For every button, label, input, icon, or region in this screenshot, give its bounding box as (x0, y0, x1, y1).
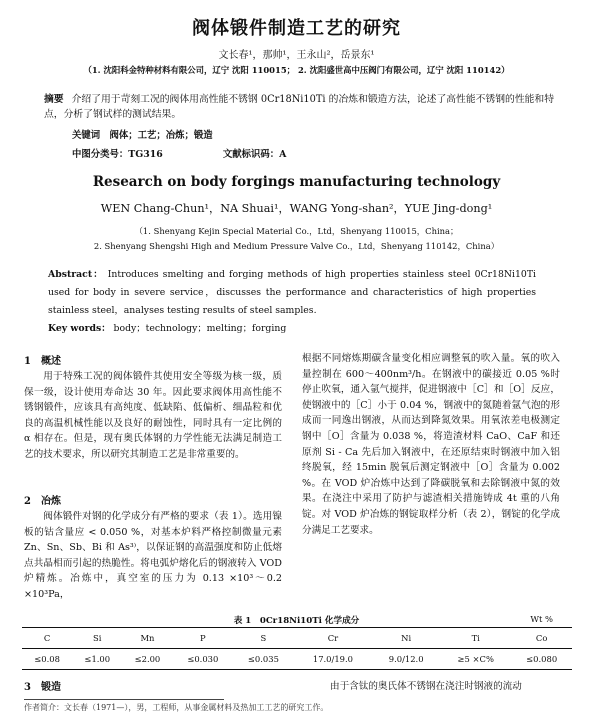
section-2-body (24, 509, 282, 603)
table-cell: ≤0.035 (233, 649, 294, 670)
paragraph: 根据不同熔炼期碳含量变化相应调整氧的吹入量。氧的吹入量控制在 600～400nm³/h。在钢液中的碳接近 0.05 %时停止吹氧，通入氩气搅拌，促进钢液中［C］和［O］反应，使钢液中的［C］小于 0.04 %，钢液中的氮随着氩气泡的形成而一同逸出钢液，从而达到降氮效果。用氧浓差电极测定钢中［O］含量为 0.038 %，将造渣材料 CaO、CaF 和还原剂 Si - Ca 先后加入钢液中，在还原结束时钢液中加入铝终脱氧，经 15min 脱氧后测定钢液中［O］含量为 0.002 %。在 VOD 炉冶炼中达到了降碳脱氧和去除钢液中氮的效果。在浇注中采用了防护与滤渣相关措施铸成 4t 重的八角锭。对 VOD 炉冶炼的钢锭取样分析（表 2），钢锭的化学成分满足工艺要求。 (302, 353, 560, 536)
section-2-heading: 2 冶炼 (24, 496, 61, 507)
affiliation: （1. 沈阳科金特种材料有限公司，辽宁 沈阳 110015； 2. 沈阳盛世高中压阀门有限公司，辽宁 沈阳 110142） (83, 65, 510, 75)
abstract-en-label: Abstract： (48, 269, 104, 280)
table-cell: 17.0/19.0 (294, 649, 372, 670)
table-1-title: 表 1 0Cr18Ni10Ti 化学成分 (233, 616, 360, 626)
section-1-heading: 1 概述 (24, 356, 61, 367)
english-affiliation-2: 2. Shenyang Shengshi High and Medium Pressure Valve Co.，Ltd，Shenyang 110142，China） (93, 241, 500, 251)
table-cell: 9.0/12.0 (372, 649, 440, 670)
table-header-cell: Ni (372, 628, 440, 649)
english-title: Research on body forgings manufacturing technology (92, 174, 501, 190)
table-header-cell: Cr (294, 628, 372, 649)
table-header-cell: Co (511, 628, 572, 649)
table-header-cell: Mn (122, 628, 172, 649)
paragraph: 用于特殊工况的阀体锻件其使用安全等级为核一级，质保一级，设计使用寿命达 30 年。因此要求阀体用高性能不锈钢锻件，应该具有高纯度、低缺陷、低偏析、细晶粒和优良的高温机械性能以及良好的耐蚀性，同时具有一定比例的 α 相存在。但是，现有奥氏体钢的力学性能无法满足制造工艺的技术要求，所以研究其制造工艺是非常重要的。 (24, 371, 282, 460)
paragraph: 阀体锻件对钢的化学成分有严格的要求（表 1）。选用镍板的钴含量应 < 0.050 %，对基本炉料严格控制微量元素 Zn、Sn、Sb、Bi 和 As³⁾，以保证钢的高温强度和防止低熔点共晶相而引起的热脆性。将电弧炉熔化后的钢液转入 VOD 炉精炼。冶炼中，真空室的压力为 0.13 ×10³～0.2 ×10³Pa， (24, 511, 282, 600)
abstract-en (48, 266, 536, 320)
table-header-cell: Ti (440, 628, 511, 649)
table-header-row (22, 628, 572, 649)
abstract-zh (44, 92, 564, 122)
table-1 (22, 627, 572, 670)
table-cell: ≤2.00 (122, 649, 172, 670)
classification-code: 中图分类号：TG316 (72, 149, 163, 160)
table-1-unit: Wt % (530, 614, 553, 624)
authors: 文长春¹，那帅¹，王永山²，岳景东¹ (218, 50, 375, 61)
table-cell: ≥5 ×C% (440, 649, 511, 670)
right-column-body (302, 351, 560, 538)
abstract-en-text: Introduces smelting and forging methods of high properties stainless steel 0Cr18Ni10Ti used for body in severe service，discusses the performance and characteristics of high properties stainless steel，analyses testing results of steel samples. (48, 269, 536, 316)
abstract-zh-text: 介绍了用于苛刻工况的阀体用高性能不锈钢 0Cr18Ni10Ti 的冶炼和锻造方法，论述了高性能不锈钢的性能和特点，分析了钢试样的测试结果。 (44, 94, 555, 120)
keywords-en (48, 320, 286, 334)
table-header-cell: Si (72, 628, 122, 649)
section-3-heading: 3 锻造 (24, 682, 61, 693)
right-column-continuation: 由于含钛的奥氏体不锈钢在浇注时钢液的流动 (330, 681, 522, 692)
table-cell: ≤0.030 (173, 649, 234, 670)
keywords-zh: 关键词 阀体；工艺；冶炼；锻造 (72, 130, 213, 141)
table-cell: ≤0.080 (511, 649, 572, 670)
english-authors: WEN Chang-Chun¹，NA Shuai¹，WANG Yong-shan²，YUE Jing-dong¹ (100, 202, 493, 215)
keywords-en-label: Key words： (48, 323, 111, 334)
table-cell: ≤1.00 (72, 649, 122, 670)
table-header-cell: P (173, 628, 234, 649)
table-header-cell: S (233, 628, 294, 649)
table-cell: ≤0.08 (22, 649, 72, 670)
footnote-rule (24, 699, 224, 700)
author-footnote: 作者简介：文长春（1971—），男，工程师，从事金属材料及热加工工艺的研究工作。 (24, 703, 329, 712)
abstract-zh-label: 摘要 (44, 94, 64, 105)
classification-line (72, 146, 286, 160)
keywords-en-text: body；technology；melting；forging (113, 323, 287, 334)
table-header-cell: C (22, 628, 72, 649)
paper-title: 阀体锻件制造工艺的研究 (192, 18, 401, 39)
section-1-body (24, 369, 282, 463)
document-code: 文献标识码：A (222, 149, 287, 160)
table-row (22, 649, 572, 670)
english-affiliation-1: （1. Shenyang Kejin Special Material Co.，Ltd，Shenyang 110015，China； (134, 226, 459, 236)
